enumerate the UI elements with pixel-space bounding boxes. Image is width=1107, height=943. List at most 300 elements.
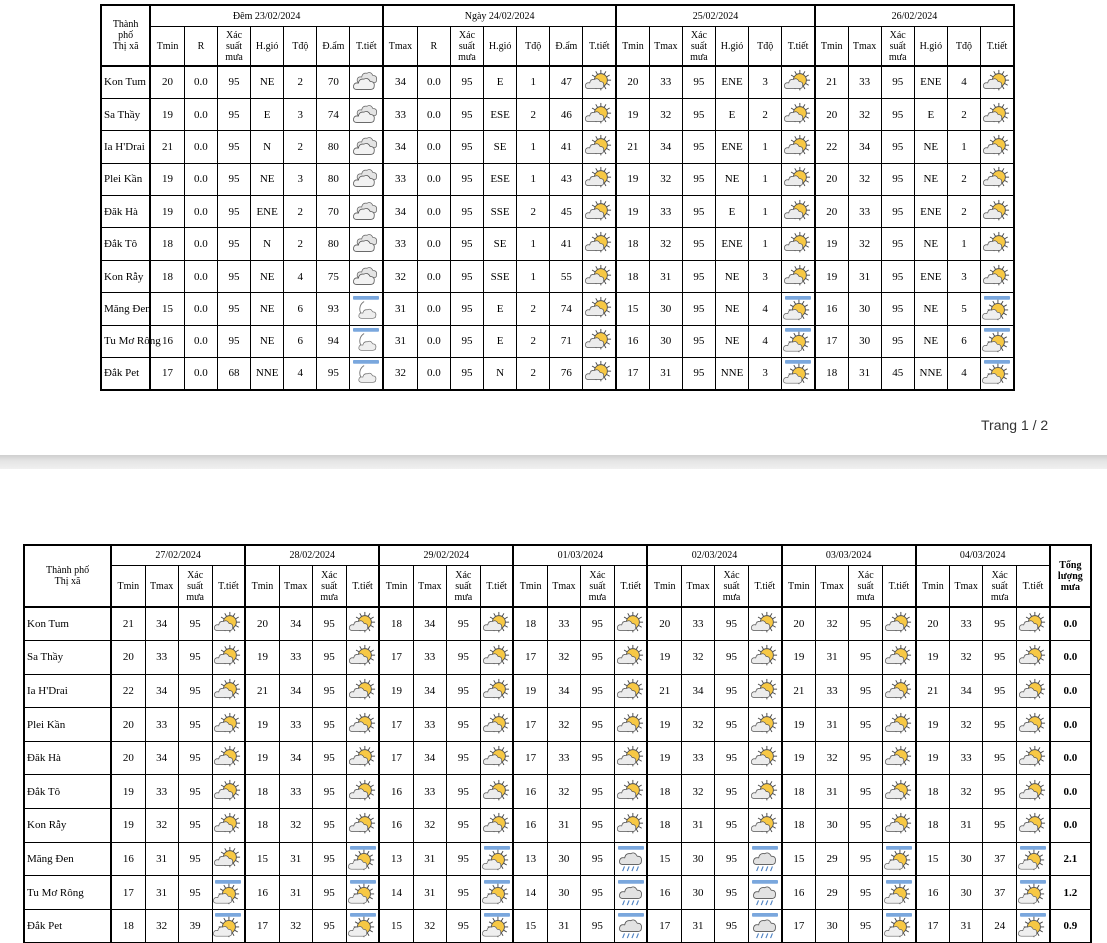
value-cell: 19 bbox=[782, 641, 816, 675]
value-cell: 95 bbox=[178, 809, 212, 843]
header-line: Thị xã bbox=[112, 41, 139, 52]
column-header: Tmax bbox=[413, 566, 446, 608]
value-cell: 34 bbox=[413, 674, 446, 708]
value-cell: 21 bbox=[111, 607, 145, 641]
value-cell: 2 bbox=[749, 98, 782, 130]
value-cell: 95 bbox=[983, 641, 1017, 675]
table-row bbox=[24, 909, 1091, 943]
partly-sunny-icon bbox=[346, 674, 379, 708]
cloud-night-icon bbox=[350, 260, 383, 292]
value-cell: 20 bbox=[111, 641, 145, 675]
value-cell: 31 bbox=[413, 876, 446, 910]
partly-sunny-icon bbox=[1017, 775, 1050, 809]
value-cell: 2 bbox=[947, 98, 980, 130]
value-cell: 0.0 bbox=[184, 196, 217, 228]
value-cell: 3 bbox=[284, 163, 317, 195]
value-cell: 32 bbox=[816, 607, 849, 641]
table-row bbox=[24, 674, 1091, 708]
value-cell: 2 bbox=[517, 325, 550, 357]
partly-sunny-icon bbox=[212, 842, 245, 876]
value-cell: 33 bbox=[649, 66, 682, 98]
value-cell: 0.0 bbox=[184, 163, 217, 195]
city-name: Đắk Tô bbox=[101, 228, 150, 260]
forecast-table-short-range bbox=[100, 4, 1015, 391]
value-cell: 19 bbox=[111, 775, 145, 809]
table-row bbox=[24, 809, 1091, 843]
value-cell: 94 bbox=[317, 325, 350, 357]
partly-sunny-icon bbox=[749, 641, 782, 675]
value-cell: 32 bbox=[681, 641, 714, 675]
cloud-night-icon bbox=[350, 163, 383, 195]
value-cell: NE bbox=[914, 163, 947, 195]
value-cell: 3 bbox=[749, 260, 782, 292]
value-cell: 95 bbox=[715, 909, 749, 943]
partly-sunny-icon bbox=[981, 66, 1014, 98]
column-header: Xác suất mưa bbox=[849, 566, 883, 608]
value-cell: 15 bbox=[782, 842, 816, 876]
value-cell: 95 bbox=[450, 131, 483, 163]
city-name: Măng Đen bbox=[101, 293, 150, 325]
value-cell: 29 bbox=[816, 842, 849, 876]
value-cell: 19 bbox=[111, 809, 145, 843]
column-header: T.tiết bbox=[1017, 566, 1050, 608]
column-header: T.tiết bbox=[782, 27, 815, 67]
value-cell: ESE bbox=[484, 98, 517, 130]
partly-sunny-icon bbox=[782, 228, 815, 260]
value-cell: 95 bbox=[312, 876, 346, 910]
value-cell: 95 bbox=[849, 708, 883, 742]
city-name: Tu Mơ Rông bbox=[24, 876, 111, 910]
column-header: Tmin bbox=[513, 566, 547, 608]
value-cell: 33 bbox=[383, 98, 417, 130]
value-cell: ENE bbox=[715, 228, 748, 260]
value-cell: 95 bbox=[217, 66, 250, 98]
value-cell: 31 bbox=[681, 909, 714, 943]
value-cell: 19 bbox=[245, 641, 279, 675]
rain-cloud-icon bbox=[614, 842, 647, 876]
value-cell: 34 bbox=[279, 741, 312, 775]
value-cell: 95 bbox=[849, 607, 883, 641]
value-cell: 20 bbox=[647, 607, 681, 641]
value-cell: 16 bbox=[150, 325, 184, 357]
value-cell: 95 bbox=[682, 163, 715, 195]
value-cell: 2 bbox=[284, 196, 317, 228]
value-cell: 45 bbox=[550, 196, 583, 228]
value-cell: 95 bbox=[983, 607, 1017, 641]
value-cell: E bbox=[715, 196, 748, 228]
table-row bbox=[24, 876, 1091, 910]
partly-sunny-icon bbox=[614, 674, 647, 708]
value-cell: 31 bbox=[279, 842, 312, 876]
value-cell: 3 bbox=[284, 98, 317, 130]
column-header: T.tiết bbox=[614, 566, 647, 608]
value-cell: 33 bbox=[145, 641, 178, 675]
partly-sunny-icon bbox=[1017, 674, 1050, 708]
partly-sunny-icon bbox=[883, 741, 916, 775]
column-header: Xác suất mưa bbox=[217, 27, 250, 67]
value-cell: 95 bbox=[446, 607, 480, 641]
value-cell: 33 bbox=[848, 66, 881, 98]
value-cell: 33 bbox=[145, 708, 178, 742]
value-cell: 95 bbox=[450, 98, 483, 130]
value-cell: 33 bbox=[383, 163, 417, 195]
partly-sunny-icon bbox=[583, 358, 616, 390]
value-cell: 95 bbox=[682, 131, 715, 163]
value-cell: ENE bbox=[914, 66, 947, 98]
value-cell: 95 bbox=[881, 131, 914, 163]
city-name: Kon Tum bbox=[24, 607, 111, 641]
header-line: lượng bbox=[1057, 570, 1083, 582]
partly-sunny-icon bbox=[583, 131, 616, 163]
cloud-night-icon bbox=[350, 66, 383, 98]
value-cell: 95 bbox=[217, 163, 250, 195]
sun-cloud-banner-icon bbox=[782, 293, 815, 325]
value-cell: 95 bbox=[715, 842, 749, 876]
partly-sunny-icon bbox=[212, 674, 245, 708]
value-cell: 18 bbox=[513, 607, 547, 641]
partly-sunny-icon bbox=[212, 607, 245, 641]
partly-sunny-icon bbox=[782, 131, 815, 163]
value-cell: 30 bbox=[547, 876, 580, 910]
value-cell: 0.0 bbox=[184, 228, 217, 260]
value-cell: 95 bbox=[983, 674, 1017, 708]
value-cell: 30 bbox=[681, 876, 714, 910]
sun-cloud-banner-icon bbox=[212, 876, 245, 910]
table-row bbox=[24, 741, 1091, 775]
value-cell: 32 bbox=[145, 809, 178, 843]
partly-sunny-icon bbox=[583, 293, 616, 325]
value-cell: NE bbox=[715, 325, 748, 357]
value-cell: 95 bbox=[983, 775, 1017, 809]
value-cell: 95 bbox=[715, 775, 749, 809]
column-header: Tmin bbox=[647, 566, 681, 608]
value-cell: 95 bbox=[580, 809, 614, 843]
partly-sunny-icon bbox=[981, 131, 1014, 163]
value-cell: 95 bbox=[682, 66, 715, 98]
value-cell: 16 bbox=[916, 876, 950, 910]
value-cell: 18 bbox=[150, 260, 184, 292]
moon-cloud-icon bbox=[350, 325, 383, 357]
column-header: Tmax bbox=[145, 566, 178, 608]
value-cell: 95 bbox=[312, 842, 346, 876]
value-cell: 37 bbox=[983, 876, 1017, 910]
partly-sunny-icon bbox=[981, 228, 1014, 260]
value-cell: 95 bbox=[881, 293, 914, 325]
value-cell: 33 bbox=[279, 708, 312, 742]
value-cell: 4 bbox=[947, 358, 980, 390]
partly-sunny-icon bbox=[583, 260, 616, 292]
table-row bbox=[101, 228, 1014, 260]
value-cell: 30 bbox=[950, 842, 983, 876]
partly-sunny-icon bbox=[212, 809, 245, 843]
value-cell: 33 bbox=[279, 641, 312, 675]
value-cell: 18 bbox=[245, 809, 279, 843]
sun-cloud-banner-icon bbox=[981, 325, 1014, 357]
value-cell: 32 bbox=[649, 163, 682, 195]
rain-cloud-icon bbox=[614, 909, 647, 943]
value-cell: 19 bbox=[150, 196, 184, 228]
value-cell: 18 bbox=[815, 358, 848, 390]
column-header: T.tiết bbox=[212, 566, 245, 608]
partly-sunny-icon bbox=[480, 641, 513, 675]
value-cell: 3 bbox=[749, 66, 782, 98]
value-cell: 18 bbox=[616, 260, 649, 292]
date-header: Đêm 23/02/2024 bbox=[150, 5, 383, 27]
value-cell: 16 bbox=[245, 876, 279, 910]
value-cell: 1 bbox=[947, 131, 980, 163]
header-line: phố bbox=[118, 30, 134, 41]
value-cell: 34 bbox=[413, 741, 446, 775]
value-cell: 19 bbox=[150, 98, 184, 130]
column-header: Xác suất mưa bbox=[312, 566, 346, 608]
table-row bbox=[101, 293, 1014, 325]
value-cell: 95 bbox=[881, 325, 914, 357]
column-header: Tmin bbox=[815, 27, 848, 67]
value-cell: 95 bbox=[849, 909, 883, 943]
value-cell: 95 bbox=[715, 876, 749, 910]
partly-sunny-icon bbox=[749, 674, 782, 708]
column-header: Tmax bbox=[681, 566, 714, 608]
value-cell: 2 bbox=[284, 228, 317, 260]
column-header: Xác suất mưa bbox=[178, 566, 212, 608]
value-cell: 1 bbox=[517, 228, 550, 260]
value-cell: 16 bbox=[379, 775, 413, 809]
partly-sunny-icon bbox=[749, 809, 782, 843]
moon-cloud-icon bbox=[350, 293, 383, 325]
value-cell: 95 bbox=[446, 674, 480, 708]
sun-cloud-banner-icon bbox=[480, 876, 513, 910]
value-cell: 95 bbox=[715, 674, 749, 708]
value-cell: SSE bbox=[484, 196, 517, 228]
value-cell: 32 bbox=[848, 228, 881, 260]
value-cell: 95 bbox=[715, 708, 749, 742]
page-number: Trang 1 / 2 bbox=[981, 417, 1049, 433]
value-cell: 20 bbox=[111, 741, 145, 775]
value-cell: 95 bbox=[580, 641, 614, 675]
value-cell: 19 bbox=[916, 741, 950, 775]
value-cell: 15 bbox=[616, 293, 649, 325]
partly-sunny-icon bbox=[883, 607, 916, 641]
date-header: Ngày 24/02/2024 bbox=[383, 5, 616, 27]
value-cell: 95 bbox=[849, 809, 883, 843]
value-cell: 16 bbox=[782, 876, 816, 910]
value-cell: 74 bbox=[550, 293, 583, 325]
value-cell: 95 bbox=[450, 260, 483, 292]
value-cell: 95 bbox=[178, 876, 212, 910]
value-cell: 34 bbox=[413, 607, 446, 641]
value-cell: 33 bbox=[950, 741, 983, 775]
header-line: Thị xã bbox=[54, 576, 81, 587]
value-cell: 33 bbox=[547, 607, 580, 641]
partly-sunny-icon bbox=[583, 163, 616, 195]
table-row bbox=[101, 131, 1014, 163]
value-cell: ESE bbox=[484, 163, 517, 195]
value-cell: 16 bbox=[815, 293, 848, 325]
sun-cloud-banner-icon bbox=[883, 909, 916, 943]
rain-cloud-icon bbox=[614, 876, 647, 910]
value-cell: 18 bbox=[916, 809, 950, 843]
value-cell: 0.0 bbox=[417, 260, 450, 292]
total-rain-value: 0.9 bbox=[1050, 909, 1091, 943]
value-cell: 0.0 bbox=[417, 163, 450, 195]
column-header: R bbox=[417, 27, 450, 67]
value-cell: 95 bbox=[715, 641, 749, 675]
value-cell: 34 bbox=[547, 674, 580, 708]
value-cell: 1 bbox=[517, 66, 550, 98]
value-cell: 95 bbox=[682, 196, 715, 228]
value-cell: 6 bbox=[284, 293, 317, 325]
value-cell: 95 bbox=[849, 842, 883, 876]
table-row bbox=[101, 163, 1014, 195]
value-cell: 95 bbox=[178, 775, 212, 809]
partly-sunny-icon bbox=[212, 775, 245, 809]
value-cell: 95 bbox=[317, 358, 350, 390]
column-header: T.tiết bbox=[346, 566, 379, 608]
value-cell: 95 bbox=[580, 674, 614, 708]
column-header: H.gió bbox=[715, 27, 748, 67]
value-cell: 95 bbox=[580, 842, 614, 876]
value-cell: 30 bbox=[681, 842, 714, 876]
value-cell: N bbox=[484, 358, 517, 390]
city-name: Sa Thầy bbox=[24, 641, 111, 675]
value-cell: 95 bbox=[446, 842, 480, 876]
page-separator bbox=[0, 455, 1107, 469]
value-cell: N bbox=[251, 131, 284, 163]
value-cell: 18 bbox=[111, 909, 145, 943]
value-cell: 0.0 bbox=[417, 131, 450, 163]
value-cell: NE bbox=[251, 293, 284, 325]
value-cell: 32 bbox=[950, 775, 983, 809]
city-name: Đắk Pet bbox=[24, 909, 111, 943]
value-cell: 17 bbox=[245, 909, 279, 943]
value-cell: 34 bbox=[383, 131, 417, 163]
value-cell: 39 bbox=[178, 909, 212, 943]
value-cell: 16 bbox=[379, 809, 413, 843]
value-cell: 16 bbox=[647, 876, 681, 910]
value-cell: 19 bbox=[782, 741, 816, 775]
value-cell: 18 bbox=[647, 809, 681, 843]
value-cell: 32 bbox=[649, 228, 682, 260]
total-rain-value: 0.0 bbox=[1050, 708, 1091, 742]
value-cell: 95 bbox=[312, 708, 346, 742]
column-header: Tmin bbox=[150, 27, 184, 67]
column-header: Tmin bbox=[916, 566, 950, 608]
total-rain-value: 0.0 bbox=[1050, 607, 1091, 641]
value-cell: NE bbox=[914, 293, 947, 325]
value-cell: 1 bbox=[749, 228, 782, 260]
value-cell: 95 bbox=[312, 909, 346, 943]
value-cell: 15 bbox=[150, 293, 184, 325]
table-row bbox=[101, 66, 1014, 98]
value-cell: 34 bbox=[145, 607, 178, 641]
value-cell: 95 bbox=[450, 66, 483, 98]
value-cell: 95 bbox=[446, 741, 480, 775]
sun-cloud-banner-icon bbox=[480, 842, 513, 876]
value-cell: 31 bbox=[383, 325, 417, 357]
page-2 bbox=[0, 469, 1107, 940]
value-cell: 4 bbox=[284, 358, 317, 390]
value-cell: 15 bbox=[647, 842, 681, 876]
value-cell: ENE bbox=[715, 66, 748, 98]
partly-sunny-icon bbox=[480, 809, 513, 843]
value-cell: 31 bbox=[649, 260, 682, 292]
partly-sunny-icon bbox=[981, 196, 1014, 228]
value-cell: 32 bbox=[279, 809, 312, 843]
value-cell: 95 bbox=[217, 196, 250, 228]
value-cell: 0.0 bbox=[184, 325, 217, 357]
column-header: Tmax bbox=[950, 566, 983, 608]
value-cell: 19 bbox=[616, 196, 649, 228]
value-cell: 2 bbox=[284, 131, 317, 163]
value-cell: 5 bbox=[947, 293, 980, 325]
value-cell: 19 bbox=[782, 708, 816, 742]
partly-sunny-icon bbox=[614, 809, 647, 843]
value-cell: 15 bbox=[916, 842, 950, 876]
partly-sunny-icon bbox=[583, 196, 616, 228]
partly-sunny-icon bbox=[583, 228, 616, 260]
partly-sunny-icon bbox=[1017, 741, 1050, 775]
value-cell: 31 bbox=[848, 358, 881, 390]
column-header: Tmax bbox=[649, 27, 682, 67]
value-cell: 34 bbox=[145, 741, 178, 775]
value-cell: 0.0 bbox=[184, 131, 217, 163]
value-cell: E bbox=[484, 325, 517, 357]
value-cell: NE bbox=[251, 66, 284, 98]
value-cell: 76 bbox=[550, 358, 583, 390]
value-cell: 14 bbox=[379, 876, 413, 910]
value-cell: 19 bbox=[815, 228, 848, 260]
value-cell: 19 bbox=[513, 674, 547, 708]
total-rain-value: 2.1 bbox=[1050, 842, 1091, 876]
value-cell: NE bbox=[914, 325, 947, 357]
value-cell: 16 bbox=[616, 325, 649, 357]
column-header: Xác suất mưa bbox=[580, 566, 614, 608]
city-name: Ia H'Drai bbox=[24, 674, 111, 708]
value-cell: 71 bbox=[550, 325, 583, 357]
forecast-table-long-range bbox=[23, 544, 1092, 943]
rain-cloud-icon bbox=[749, 842, 782, 876]
column-header: Tmin bbox=[379, 566, 413, 608]
header-line: mưa bbox=[1060, 581, 1081, 593]
city-name: Măng Đen bbox=[24, 842, 111, 876]
total-rain-value: 0.0 bbox=[1050, 641, 1091, 675]
value-cell: 33 bbox=[413, 708, 446, 742]
value-cell: 31 bbox=[145, 842, 178, 876]
value-cell: 3 bbox=[947, 260, 980, 292]
column-header: T.tiết bbox=[749, 566, 782, 608]
column-header: Xác suất mưa bbox=[682, 27, 715, 67]
value-cell: 95 bbox=[881, 163, 914, 195]
partly-sunny-icon bbox=[614, 607, 647, 641]
value-cell: 95 bbox=[849, 641, 883, 675]
value-cell: 30 bbox=[848, 293, 881, 325]
partly-sunny-icon bbox=[1017, 809, 1050, 843]
value-cell: 34 bbox=[681, 674, 714, 708]
table-row bbox=[24, 607, 1091, 641]
city-name: Ia H'Drai bbox=[101, 131, 150, 163]
header-line: Tổng bbox=[1059, 559, 1082, 571]
value-cell: 17 bbox=[111, 876, 145, 910]
partly-sunny-icon bbox=[346, 641, 379, 675]
value-cell: 1 bbox=[517, 131, 550, 163]
value-cell: 95 bbox=[446, 708, 480, 742]
total-rain-value: 0.0 bbox=[1050, 674, 1091, 708]
value-cell: 31 bbox=[383, 293, 417, 325]
value-cell: 95 bbox=[446, 876, 480, 910]
sun-cloud-banner-icon bbox=[981, 358, 1014, 390]
city-name: Đăk Hà bbox=[24, 741, 111, 775]
value-cell: 41 bbox=[550, 131, 583, 163]
